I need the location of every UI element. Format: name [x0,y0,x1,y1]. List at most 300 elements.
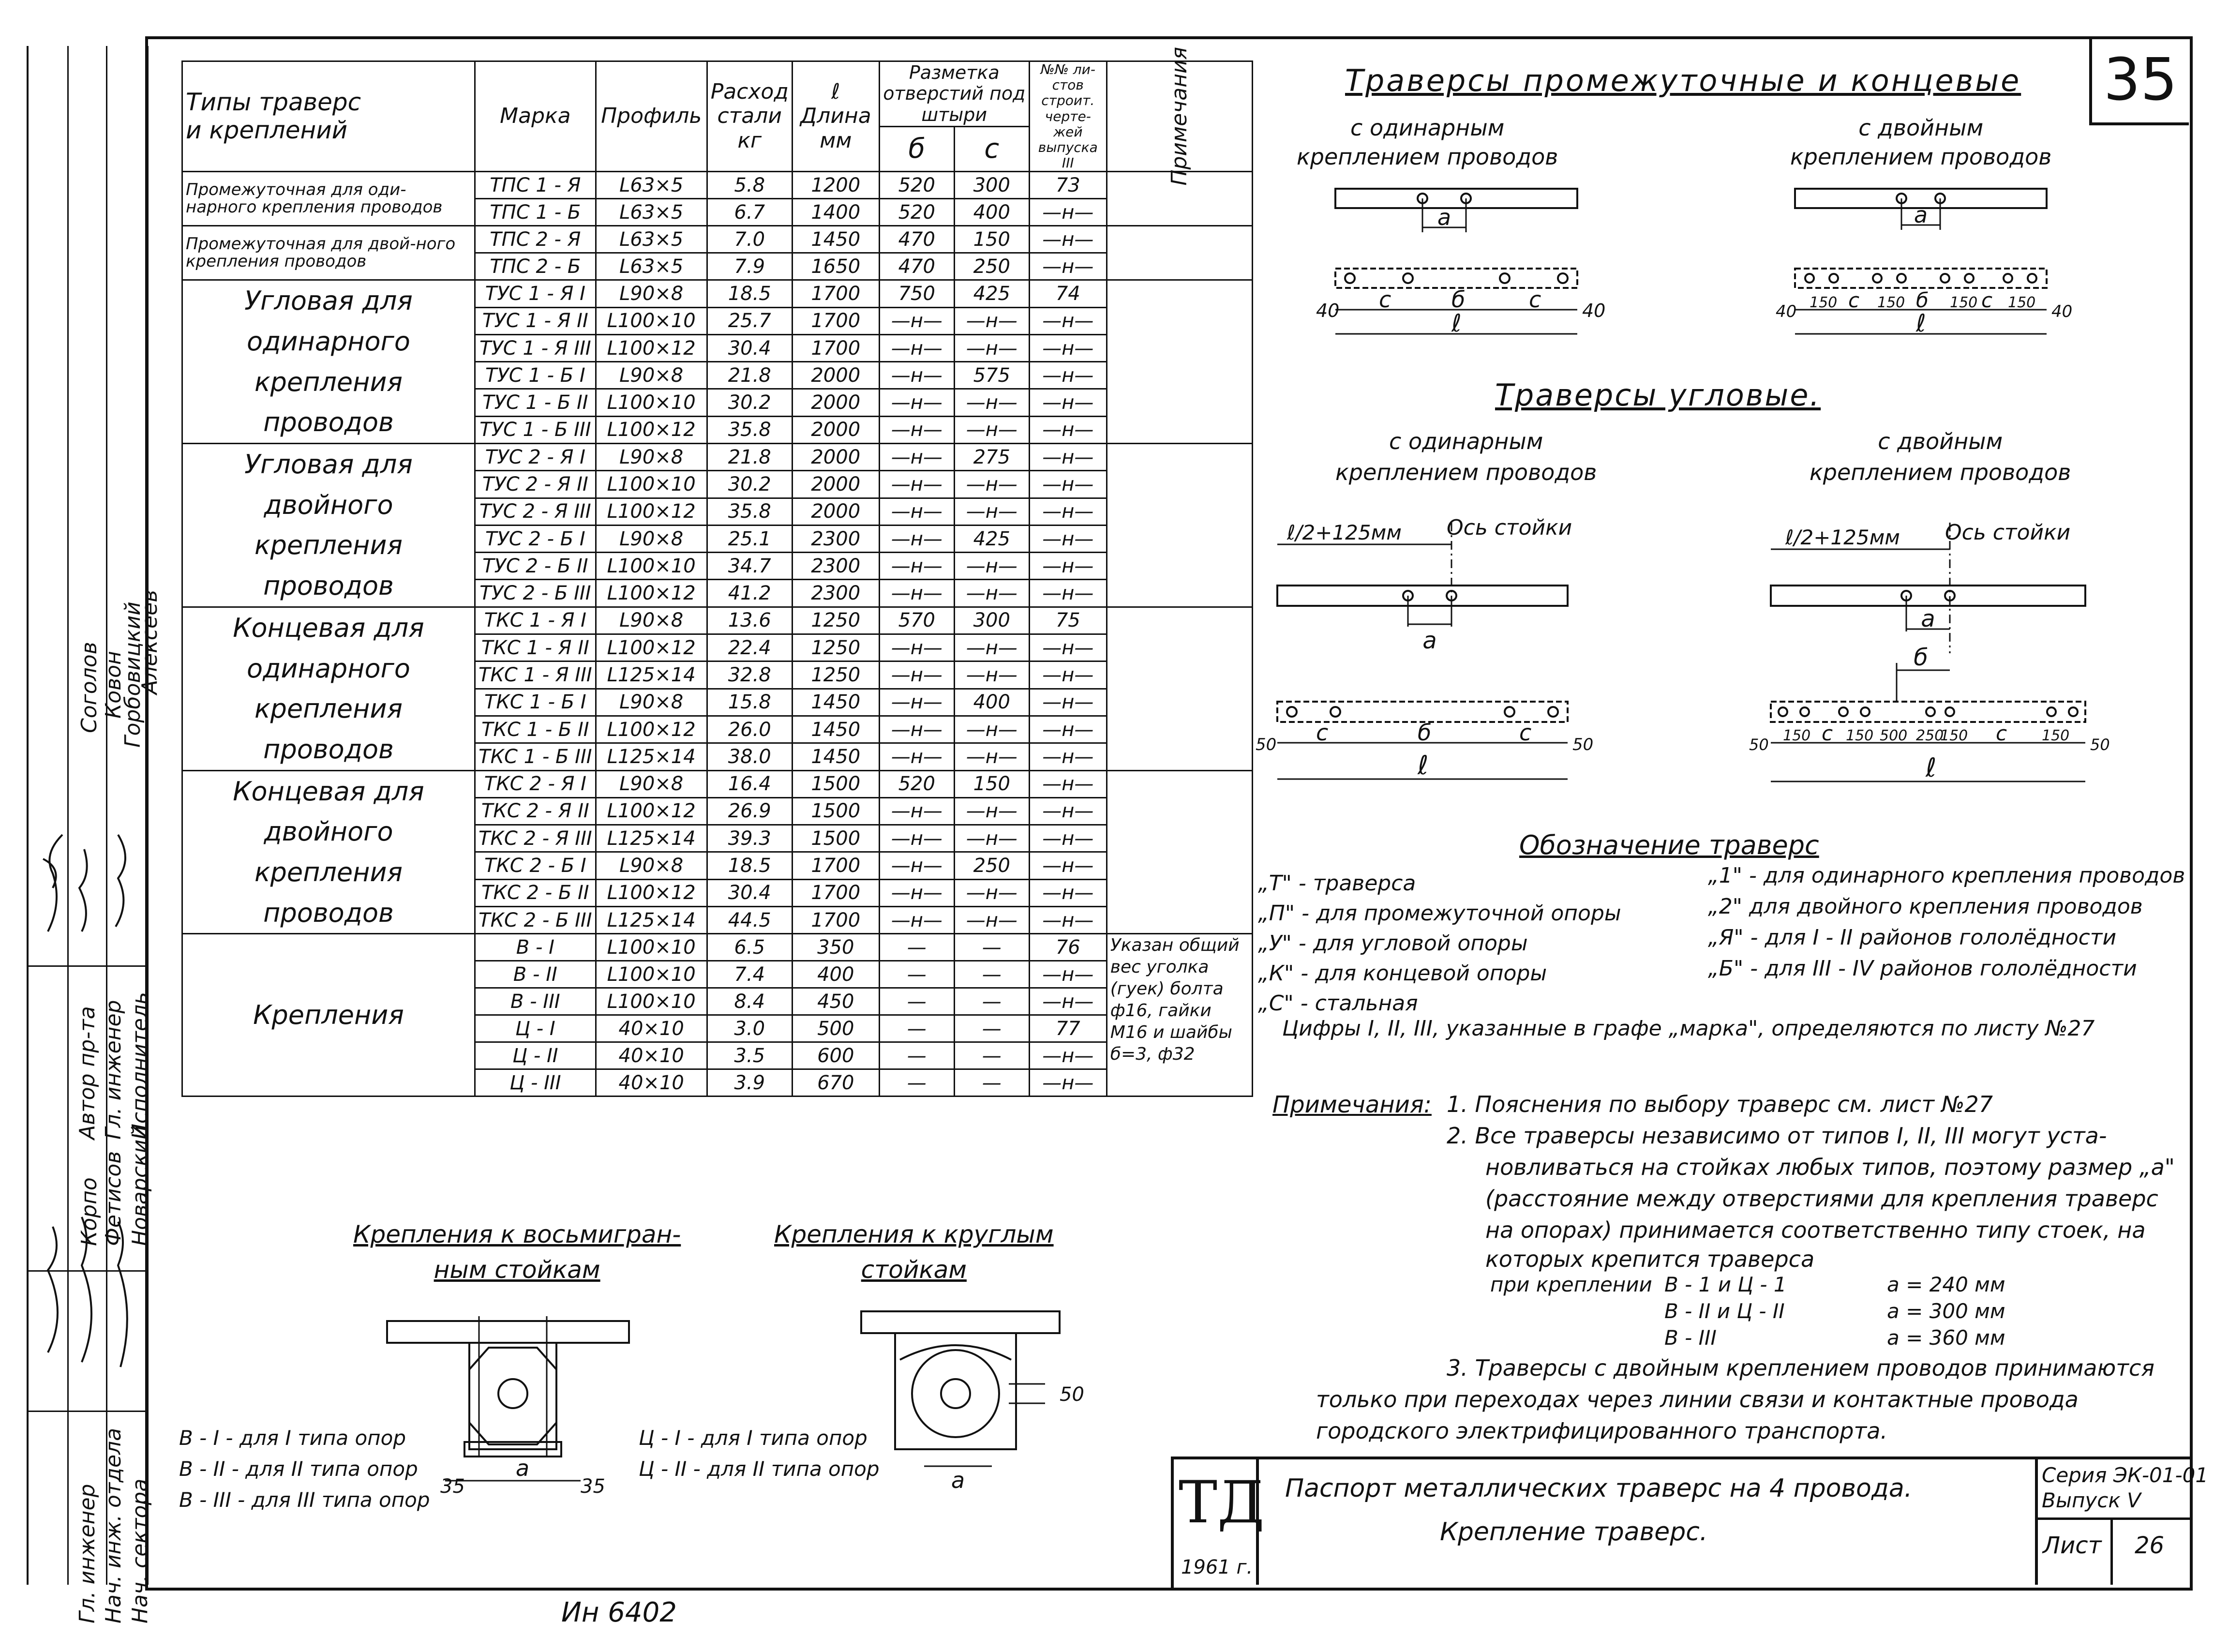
c-cell: —н— [954,661,1029,689]
b-cell: —н— [879,689,954,716]
length-cell: 2000 [792,498,879,525]
type-cell: Концевая для двойного крепления проводов [182,770,475,934]
stamp-year: 1961 г. [1181,1556,1253,1578]
profile-cell: L125×14 [596,825,707,852]
profile-cell: L90×8 [596,362,707,389]
c-cell: 425 [954,525,1029,552]
type-cell: Концевая для одинарного крепления проводов [182,607,475,770]
octagon-legend [179,1423,430,1516]
profile-cell: L63×5 [596,253,707,280]
signatures [29,772,147,1440]
c-cell: — [954,934,1029,961]
profile-cell: L100×10 [596,553,707,580]
drawing-cell: —н— [1029,307,1107,334]
note-cell [1107,444,1253,607]
title-designation: Обозначение траверс [1519,830,1819,860]
mark-cell: ТКС 2 - Я I [475,770,596,797]
title-intermediate: Траверсы промежуточные и концевые [1345,63,2021,98]
half-length-2: ℓ/2+125мм [1785,526,1900,549]
legend-item: В - I - для I типа опор [179,1426,406,1450]
drawing-cell: 73 [1029,172,1107,199]
type-cell: Угловая для двойного крепления проводов [182,444,475,607]
profile-cell: L100×12 [596,879,707,906]
title-round: Крепления к круглым стойкам [774,1220,1054,1284]
stamp-right [2035,1459,2209,1585]
note-3a: 3. Траверсы с двойным креплением проводов принимаются [1447,1355,2154,1381]
c-cell: 275 [954,444,1029,471]
c-cell: 400 [954,689,1029,716]
steel-cell: 25.1 [707,525,792,552]
dim4-50-l: 50 [1749,736,1769,754]
half-length-1: ℓ/2+125мм [1287,521,1402,544]
note-cell [1107,280,1253,444]
b-cell: 520 [879,172,954,199]
role2-2: Фетисов [101,1151,126,1246]
c-cell: —н— [954,471,1029,498]
note-2a: 2. Все траверсы независимо от типов I, II, III могут уста- [1447,1123,2107,1149]
dim-40-r: 40 [1582,300,1606,321]
mark-cell: ТПС 2 - Б [475,253,596,280]
role2-1: Корпо [77,1177,102,1246]
col-drawings: №№ ли-стов строит. черте-жей выпуска III [1029,61,1107,172]
profile-cell: L125×14 [596,743,707,770]
length-cell: 1450 [792,689,879,716]
mark-cell: ТКС 2 - Я II [475,797,596,825]
label-single-1: с одинарным креплением проводов [1297,115,1558,170]
b-cell: — [879,1015,954,1042]
spacing-row2-l: В - II и Ц - II [1664,1299,1785,1323]
stamp-series: Серия ЭК-01-01 [2042,1463,2209,1487]
profile-cell: L90×8 [596,852,707,879]
role3-3: Нач. сектора [128,1478,152,1623]
mark-cell: ТКС 2 - Б I [475,852,596,879]
length-cell: 2000 [792,471,879,498]
drawing-cell: —н— [1029,553,1107,580]
col-notes: Примечания [1107,61,1253,172]
mark-cell: ТУС 2 - Я III [475,498,596,525]
drawing-cell: —н— [1029,825,1107,852]
profile-cell: L100×10 [596,934,707,961]
mark-cell: Ц - I [475,1015,596,1042]
dim4-150-3: 150 [1940,727,1968,744]
drawing-cell: —н— [1029,988,1107,1015]
length-cell: 1500 [792,825,879,852]
b-cell: 570 [879,607,954,634]
note-3c: городского электрифицированного транспорта. [1316,1418,1888,1444]
spacing-row1-l: В - 1 и Ц - 1 [1664,1273,1787,1296]
length-cell: 1250 [792,661,879,689]
mark-cell: ТУС 1 - Я I [475,280,596,307]
profile-cell: L100×12 [596,634,707,661]
b-cell: —н— [879,716,954,743]
spacing-row3-l: В - III [1664,1326,1717,1350]
mark-cell: ТУС 1 - Я III [475,334,596,361]
axis-label-1: Ось стойки [1447,515,1572,540]
table-row [182,280,1253,307]
b-cell: —н— [879,444,954,471]
mark-cell: ТУС 1 - Б II [475,389,596,416]
profile-cell: L90×8 [596,607,707,634]
c-cell: —н— [954,906,1029,933]
dim2-150-3: 150 [1950,294,1978,311]
profile-cell: L90×8 [596,280,707,307]
profile-cell: L90×8 [596,444,707,471]
steel-cell: 39.3 [707,825,792,852]
col-holes: Разметка отверстий под штыри [879,61,1029,127]
type-cell: Промежуточная для двой-ного крепления проводов [182,226,475,280]
page-number: 35 [2089,38,2189,125]
c-cell: 300 [954,172,1029,199]
dim-a-1: а [1437,204,1451,230]
dim-c-1: с [1379,286,1391,313]
b-cell: —н— [879,879,954,906]
profile-cell: L100×12 [596,797,707,825]
legend-item: Ц - I - для I типа опор [639,1426,868,1450]
profile-cell: L90×8 [596,525,707,552]
profile-cell: L63×5 [596,172,707,199]
drawing-cell: —н— [1029,797,1107,825]
designation-item: „Я" - для I - II районов гололёдности [1708,925,2117,950]
name-1: Соголов [77,642,102,733]
steel-cell: 30.4 [707,879,792,906]
steel-cell: 6.7 [707,199,792,226]
steel-cell: 35.8 [707,416,792,443]
b-cell: — [879,1042,954,1069]
length-cell: 400 [792,961,879,988]
axis-label-2: Ось стойки [1945,520,2071,545]
stamp-logo-cell [1174,1459,1265,1585]
note-2b: новливаться на стойках любых типов, поэтому размер „а" [1485,1154,2175,1180]
spacing-intro: при креплении [1490,1273,1652,1296]
drawing-cell: —н— [1029,471,1107,498]
c-cell: —н— [954,716,1029,743]
steel-cell: 26.9 [707,797,792,825]
steel-cell: 15.8 [707,689,792,716]
note-1: 1. Пояснения по выбору траверс см. лист №27 [1447,1091,1993,1117]
dim4-c-2: с [1996,721,2007,745]
col-type: Типы траверс и креплений [182,61,475,172]
role2-3: Новарский [128,1126,152,1246]
drawing-cell: —н— [1029,199,1107,226]
mark-cell: В - I [475,934,596,961]
dim4-c-1: с [1822,721,1833,745]
b-cell: —н— [879,389,954,416]
length-cell: 1700 [792,852,879,879]
steel-cell: 30.4 [707,334,792,361]
c-cell: 400 [954,199,1029,226]
length-cell: 600 [792,1042,879,1069]
b-cell: — [879,961,954,988]
type-cell: Промежуточная для оди-нарного крепления проводов [182,172,475,226]
dim-35-r: 35 [581,1475,605,1498]
profile-cell: L100×10 [596,471,707,498]
drawing-cell: —н— [1029,580,1107,607]
note-2c: (расстояние между отверстиями для крепления траверс [1485,1186,2158,1212]
notes-label: Примечания: [1272,1091,1432,1118]
steel-cell: 18.5 [707,852,792,879]
steel-cell: 34.7 [707,553,792,580]
designation-item: „П" - для промежуточной опоры [1258,901,1621,926]
c-cell: 300 [954,607,1029,634]
mark-cell: ТУС 2 - Я I [475,444,596,471]
profile-cell: L63×5 [596,226,707,253]
drawing-cell: —н— [1029,661,1107,689]
stamp-title-2: Крепление траверс. [1440,1517,1708,1547]
drawing-cell: —н— [1029,770,1107,797]
steel-cell: 22.4 [707,634,792,661]
c-cell: 250 [954,852,1029,879]
steel-cell: 38.0 [707,743,792,770]
length-cell: 450 [792,988,879,1015]
title-octagon: Крепления к восьмигран- ным стойкам [353,1220,681,1284]
mark-cell: ТКС 1 - Я II [475,634,596,661]
c-cell: —н— [954,879,1029,906]
steel-cell: 25.7 [707,307,792,334]
stamp-logo: ТД [1179,1469,1265,1536]
table-row [182,226,1253,253]
spacing-row1-r: а = 240 мм [1887,1273,2005,1296]
name-2: Ковон [101,651,126,719]
col-c: с [954,127,1029,172]
mark-cell: ТУС 2 - Я II [475,471,596,498]
length-cell: 2300 [792,525,879,552]
designations-right [1708,860,2185,984]
stamp-sheet-no: 26 [2135,1532,2165,1559]
title-angle: Траверсы угловые. [1495,377,1821,413]
designation-item: „Т" - траверса [1258,871,1416,896]
profile-cell: L100×10 [596,961,707,988]
dim4-250: 250 [1916,727,1944,744]
c-cell: —н— [954,634,1029,661]
drawing-cell: —н— [1029,416,1107,443]
mark-cell: ТПС 1 - Я [475,172,596,199]
steel-cell: 7.0 [707,226,792,253]
name-3: Горбовицкий [120,601,145,748]
steel-cell: 16.4 [707,770,792,797]
b-cell: 520 [879,199,954,226]
designation-item: „К" - для концевой опоры [1258,961,1547,986]
steel-cell: 6.5 [707,934,792,961]
note-cell [1107,226,1253,280]
c-cell: —н— [954,307,1029,334]
length-cell: 1450 [792,226,879,253]
mark-cell: ТКС 2 - Я III [475,825,596,852]
c-cell: 250 [954,253,1029,280]
steel-cell: 3.9 [707,1069,792,1096]
note-2e: которых крепится траверса [1485,1246,1815,1272]
c-cell: — [954,1069,1029,1096]
b-cell: —н— [879,334,954,361]
mark-cell: ТПС 1 - Б [475,199,596,226]
steel-cell: 21.8 [707,444,792,471]
c-cell: —н— [954,334,1029,361]
profile-cell: 40×10 [596,1042,707,1069]
dim2-150-2: 150 [1877,294,1905,311]
profile-cell: 40×10 [596,1069,707,1096]
mark-cell: ТКС 1 - Я I [475,607,596,634]
name-4: Алексеев [137,589,162,694]
length-cell: 500 [792,1015,879,1042]
drawing-cell: —н— [1029,743,1107,770]
note-3b: только при переходах через линии связи и контактные провода [1316,1386,2079,1412]
dim-a-5: а [515,1455,530,1481]
mark-cell: В - II [475,961,596,988]
dim-35-l: 35 [440,1475,465,1498]
profile-cell: L100×10 [596,307,707,334]
b-cell: —н— [879,852,954,879]
length-cell: 670 [792,1069,879,1096]
dim4-l: ℓ [1926,752,1937,783]
drawing-cell: —н— [1029,634,1107,661]
profile-cell: L63×5 [596,199,707,226]
table-row [182,607,1253,634]
b-cell: —н— [879,906,954,933]
length-cell: 2000 [792,362,879,389]
drawing-cell: —н— [1029,444,1107,471]
traverse-table [181,47,1253,1097]
steel-cell: 26.0 [707,716,792,743]
legend-item: В - II - для II типа опор [179,1457,418,1481]
c-cell: —н— [954,743,1029,770]
b-cell: —н— [879,797,954,825]
length-cell: 2300 [792,580,879,607]
length-cell: 1700 [792,906,879,933]
steel-cell: 30.2 [707,471,792,498]
c-cell: 575 [954,362,1029,389]
c-cell: 150 [954,770,1029,797]
length-cell: 1250 [792,634,879,661]
steel-cell: 44.5 [707,906,792,933]
mark-cell: Ц - II [475,1042,596,1069]
dim-a-3: а [1422,627,1437,654]
b-cell: —н— [879,307,954,334]
length-cell: 1700 [792,334,879,361]
col-length: ℓ Длина мм [792,61,879,172]
steel-cell: 41.2 [707,580,792,607]
role3-2: Нач. инж. отдела [101,1427,126,1623]
type-cell: Угловая для одинарного крепления проводов [182,280,475,444]
c-cell: —н— [954,389,1029,416]
label-double-1: с двойным креплением проводов [1790,115,2052,170]
mark-cell: ТКС 1 - Б III [475,743,596,770]
steel-cell: 18.5 [707,280,792,307]
steel-cell: 13.6 [707,607,792,634]
drawing-cell: —н— [1029,498,1107,525]
approval-sidebar [27,46,162,1623]
dim-c-2: с [1529,286,1541,313]
steel-cell: 8.4 [707,988,792,1015]
round-legend [639,1423,880,1485]
steel-cell: 21.8 [707,362,792,389]
dim3-c-2: с [1519,720,1532,746]
dim4-150-4: 150 [2042,727,2070,744]
designations-left [1258,869,1621,1019]
legend-item: Ц - II - для II типа опор [639,1457,880,1481]
designation-item: „1" - для одинарного крепления проводов [1708,863,2185,888]
mark-cell: ТУС 1 - Я II [475,307,596,334]
b-cell: 470 [879,226,954,253]
dim-l-1: ℓ [1451,309,1462,337]
role3-1: Гл. инженер [75,1484,100,1623]
c-cell: 150 [954,226,1029,253]
mark-cell: ТКС 1 - Б I [475,689,596,716]
length-cell: 350 [792,934,879,961]
length-cell: 1250 [792,607,879,634]
profile-cell: L125×14 [596,661,707,689]
mark-cell: ТКС 1 - Я III [475,661,596,689]
dim4-150-2: 150 [1846,727,1874,744]
dim-a-4: а [1921,605,1935,632]
c-cell: — [954,1015,1029,1042]
dim3-c-1: с [1316,720,1329,746]
length-cell: 1450 [792,743,879,770]
steel-cell: 30.2 [707,389,792,416]
label-double-2: с двойным креплением проводов [1810,428,2071,486]
b-cell: 750 [879,280,954,307]
mark-cell: ТПС 2 - Я [475,226,596,253]
drawing-cell: —н— [1029,689,1107,716]
dim2-150-4: 150 [2008,294,2036,311]
mark-cell: ТУС 1 - Б III [475,416,596,443]
role-chief-engineer: Гл. инженер [101,1000,126,1140]
profile-cell: 40×10 [596,1015,707,1042]
legend-item: В - III - для III типа опор [179,1488,430,1512]
profile-cell: L90×8 [596,770,707,797]
note-2d: на опорах) принимается соответственно типу стоек, на [1485,1217,2146,1243]
drawing-cell: 75 [1029,607,1107,634]
drawing-cell: —н— [1029,716,1107,743]
designation-footer: Цифры I, II, III, указанные в графе „марка", определяются по листу №27 [1282,1016,2095,1041]
b-cell: —н— [879,362,954,389]
note-cell [1107,770,1253,934]
b-cell: —н— [879,525,954,552]
length-cell: 2000 [792,416,879,443]
table-row [182,444,1253,471]
steel-cell: 32.8 [707,661,792,689]
drawing-cell: —н— [1029,389,1107,416]
profile-cell: L100×12 [596,580,707,607]
profile-cell: L125×14 [596,906,707,933]
b-cell: —н— [879,498,954,525]
spacing-row2-r: а = 300 мм [1887,1299,2005,1323]
length-cell: 1500 [792,770,879,797]
dim4-500: 500 [1880,727,1908,744]
col-steel: Расход стали кг [707,61,792,172]
col-mark: Марка [475,61,596,172]
dim2-c-1: с [1848,288,1860,312]
drawing-cell: —н— [1029,253,1107,280]
c-cell: — [954,961,1029,988]
stamp-title-1: Паспорт металлических траверс на 4 провода. [1285,1474,1913,1503]
b-cell: —н— [879,471,954,498]
drawing-cell: —н— [1029,1042,1107,1069]
table-row [182,770,1253,797]
mark-cell: Ц - III [475,1069,596,1096]
c-cell: —н— [954,553,1029,580]
length-cell: 1500 [792,797,879,825]
dim4-150-1: 150 [1783,727,1811,744]
b-cell: —н— [879,825,954,852]
drawing-cell: —н— [1029,334,1107,361]
b-cell: 470 [879,253,954,280]
profile-cell: L100×10 [596,389,707,416]
drawing-cell: —н— [1029,226,1107,253]
length-cell: 2000 [792,444,879,471]
dim-a-6: а [951,1467,965,1493]
b-cell: —н— [879,416,954,443]
drawing-cell: 74 [1029,280,1107,307]
mark-cell: ТУС 1 - Б I [475,362,596,389]
